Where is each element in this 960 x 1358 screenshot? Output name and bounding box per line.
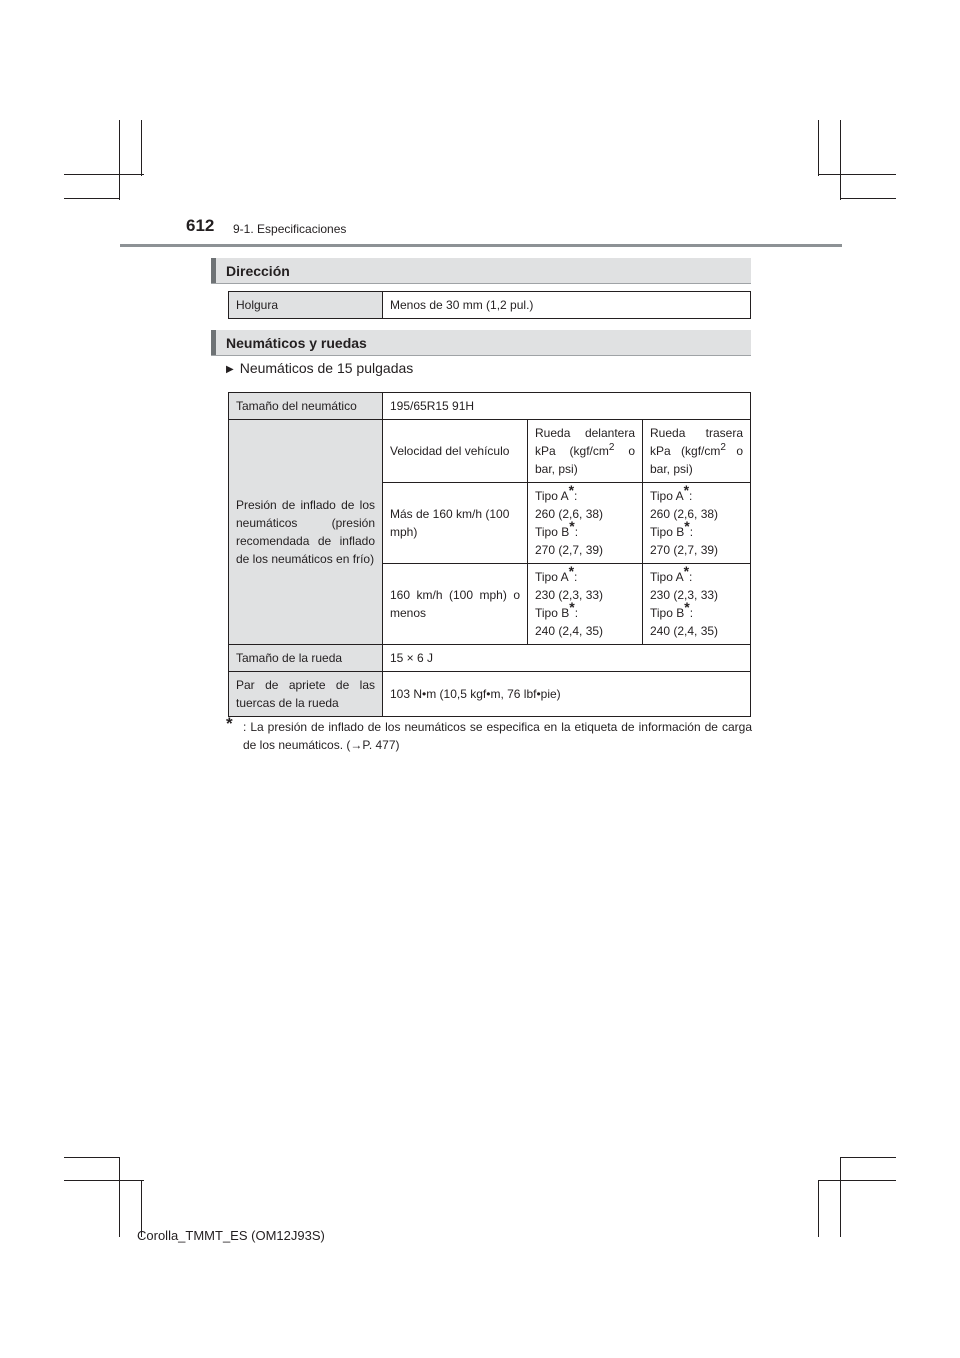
steering-table [228, 291, 751, 319]
play-label: Holgura [229, 292, 383, 319]
speed-value: 160 km/h (100 mph) o menos [383, 564, 528, 645]
front-pressure: Tipo A*: 230 (2,3, 33) Tipo B*: 240 (2,4, 35) [528, 564, 643, 645]
crop-mark [64, 1180, 144, 1181]
table-row [229, 672, 751, 717]
wheel-size-value: 15 × 6 J [383, 645, 751, 672]
crop-mark [64, 198, 120, 199]
play-value: Menos de 30 mm (1,2 pul.) [383, 292, 751, 319]
crop-mark [840, 1157, 896, 1158]
heading-bar [211, 258, 216, 283]
section-title: 9-1. Especificaciones [233, 222, 347, 236]
tires-heading [211, 330, 751, 356]
footnote [226, 714, 752, 754]
footnote-star: * [226, 714, 233, 733]
pressure-label: Presión de inflado de los neumáticos (presión recomendada de inflado de los neumáticos en frío) [229, 420, 383, 645]
crop-mark [141, 120, 142, 176]
steering-title: Dirección [226, 263, 290, 279]
heading-bar [211, 330, 216, 355]
speed-header: Velocidad del vehículo [383, 420, 528, 483]
triangle-bullet-icon: ▶ [226, 364, 234, 375]
wheel-size-label: Tamaño de la rueda [229, 645, 383, 672]
table-row [229, 420, 751, 483]
subheading-text: Neumáticos de 15 pulgadas [239, 360, 414, 376]
table-row [229, 645, 751, 672]
crop-mark [119, 120, 120, 200]
crop-mark [119, 1157, 120, 1237]
crop-mark [818, 174, 896, 175]
header-rule [120, 244, 842, 247]
crop-mark [818, 1180, 896, 1181]
tire-size-label: Tamaño del neumático [229, 393, 383, 420]
steering-heading [211, 258, 751, 284]
rear-header: Rueda trasera kPa ($kgf/cm^2$ o bar, psi) [643, 420, 751, 483]
front-pressure: Tipo A*: 260 (2,6, 38) Tipo B*: 270 (2,7, 39) [528, 483, 643, 564]
rear-pressure: Tipo A*: 260 (2,6, 38) Tipo B*: 270 (2,7, 39) [643, 483, 751, 564]
crop-mark [64, 1157, 120, 1158]
tires-title: Neumáticos y ruedas [226, 335, 367, 351]
tires-table [228, 392, 751, 717]
torque-value: 103 N•m (10,5 kgf•m, 76 lbf•pie) [383, 672, 751, 717]
tire-size-value: 195/65R15 91H [383, 393, 751, 420]
crop-mark [840, 198, 896, 199]
table-row [229, 292, 751, 319]
rear-pressure: Tipo A*: 230 (2,3, 33) Tipo B*: 240 (2,4, 35) [643, 564, 751, 645]
crop-mark [840, 1157, 841, 1237]
tires-subheading [226, 360, 413, 376]
crop-mark [64, 174, 144, 175]
front-header: Rueda delantera kPa ($kgf/cm^2$ o bar, psi) [528, 420, 643, 483]
footnote-text: : La presión de inflado de los neumáticos se especifica en la etiqueta de información de carga de los neumáticos. (→P. 477) [243, 720, 752, 752]
crop-mark [840, 120, 841, 200]
crop-mark [818, 120, 819, 176]
torque-label: Par de apriete de las tuercas de la rueda [229, 672, 383, 717]
footer-doc-id: Corolla_TMMT_ES (OM12J93S) [137, 1228, 325, 1243]
crop-mark [818, 1180, 819, 1237]
table-row [229, 393, 751, 420]
speed-value: Más de 160 km/h (100 mph) [383, 483, 528, 564]
page-number: 612 [186, 216, 215, 235]
